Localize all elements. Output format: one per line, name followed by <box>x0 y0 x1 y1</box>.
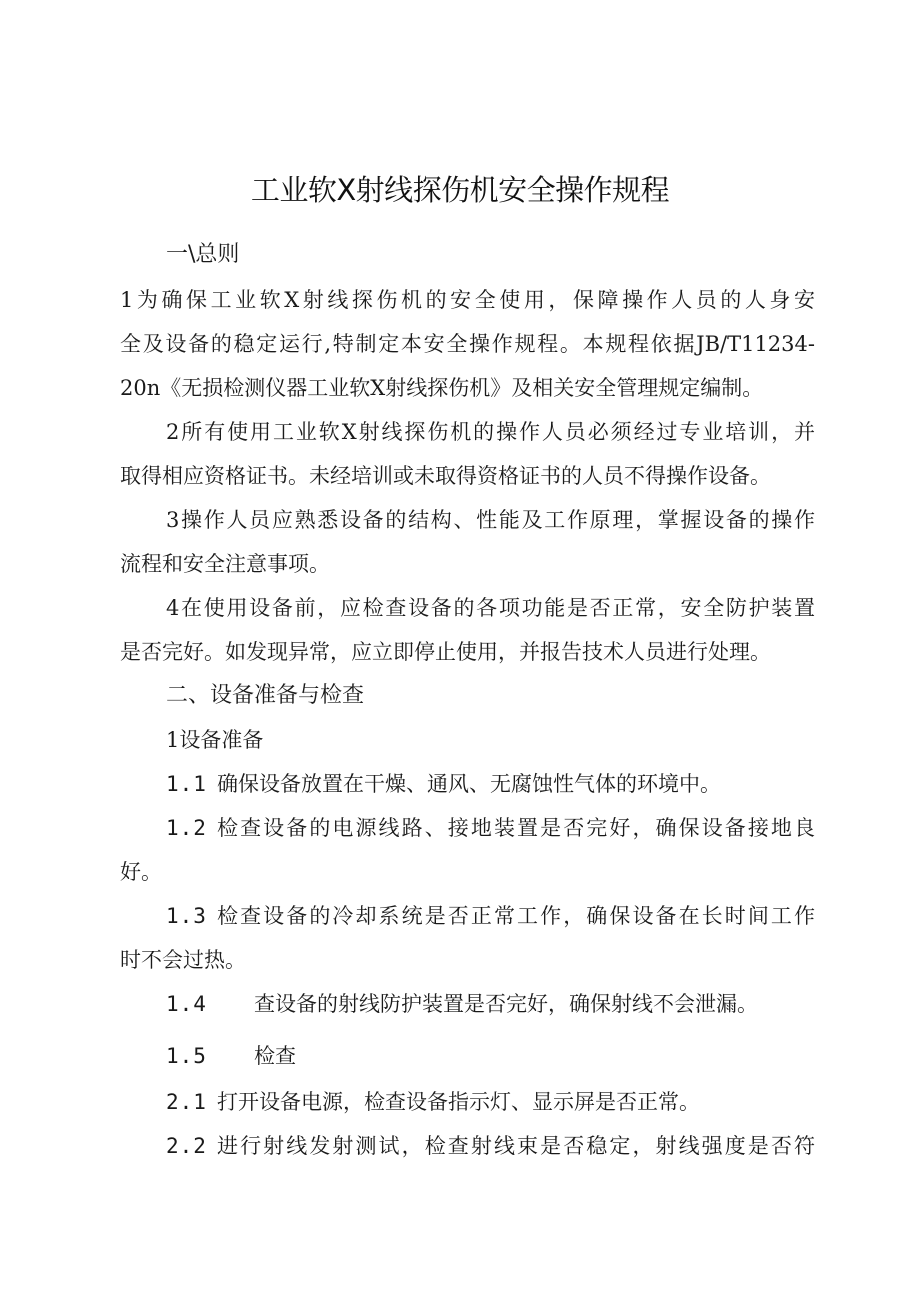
document-title: 工业软X射线探伤机安全操作规程 <box>250 173 670 207</box>
paragraph-1-line-2: 全及设备的稳定运行,特制定本安全操作规程。本规程依据JB/T11234- <box>120 332 815 356</box>
item-text: 进行射线发射测试，检查射线束是否稳定，射线强度是否符 <box>217 1134 815 1158</box>
paragraph-1-line-1: 1为确保工业软X射线探伤机的安全使用，保障操作人员的人身安 <box>120 288 815 312</box>
item-text-continued: 时不会过热。 <box>120 948 246 972</box>
item-text: 检查设备的电源线路、接地装置是否完好，确保设备接地良 <box>217 816 815 840</box>
paragraph-3-line-1: 3操作人员应熟悉设备的结构、性能及工作原理，掌握设备的操作 <box>166 508 815 532</box>
item-number: 1.1 <box>166 772 207 796</box>
item-text: 打开设备电源，检查设备指示灯、显示屏是否正常。 <box>217 1090 700 1114</box>
paragraph-4-line-2: 是否完好。如发现异常，应立即停止使用，并报告技术人员进行处理。 <box>120 640 771 664</box>
item-number: 1.4 <box>166 992 207 1016</box>
item-number: 1.5 <box>166 1044 207 1068</box>
item-number: 2.2 <box>166 1134 207 1158</box>
paragraph-2-line-2: 取得相应资格证书。未经培训或未取得资格证书的人员不得操作设备。 <box>120 464 771 488</box>
paragraph-2-line-1: 2所有使用工业软X射线探伤机的操作人员必须经过专业培训，并 <box>166 420 815 444</box>
paragraph-1-line-3: 20n《无损检测仪器工业软X射线探伤机》及相关安全管理规定编制。 <box>120 376 764 400</box>
paragraph-4-line-1: 4在使用设备前，应检查设备的各项功能是否正常，安全防护装置 <box>166 596 815 620</box>
subsection-equipment-prep: 1设备准备 <box>166 728 264 752</box>
item-text: 查设备的射线防护装置是否完好，确保射线不会泄漏。 <box>254 992 758 1016</box>
item-text-continued: 好。 <box>120 860 162 884</box>
item-number: 1.2 <box>166 816 207 840</box>
item-number: 2.1 <box>166 1090 207 1114</box>
section-heading-equipment: 二、设备准备与检查 <box>166 683 365 708</box>
item-text: 确保设备放置在干燥、通风、无腐蚀性气体的环境中。 <box>217 772 721 796</box>
item-text: 检查 <box>254 1044 296 1068</box>
paragraph-3-line-2: 流程和安全注意事项。 <box>120 552 330 576</box>
item-text: 检查设备的冷却系统是否正常工作，确保设备在长时间工作 <box>217 904 815 928</box>
item-number: 1.3 <box>166 904 207 928</box>
section-heading-general: 一\总则 <box>166 242 240 267</box>
